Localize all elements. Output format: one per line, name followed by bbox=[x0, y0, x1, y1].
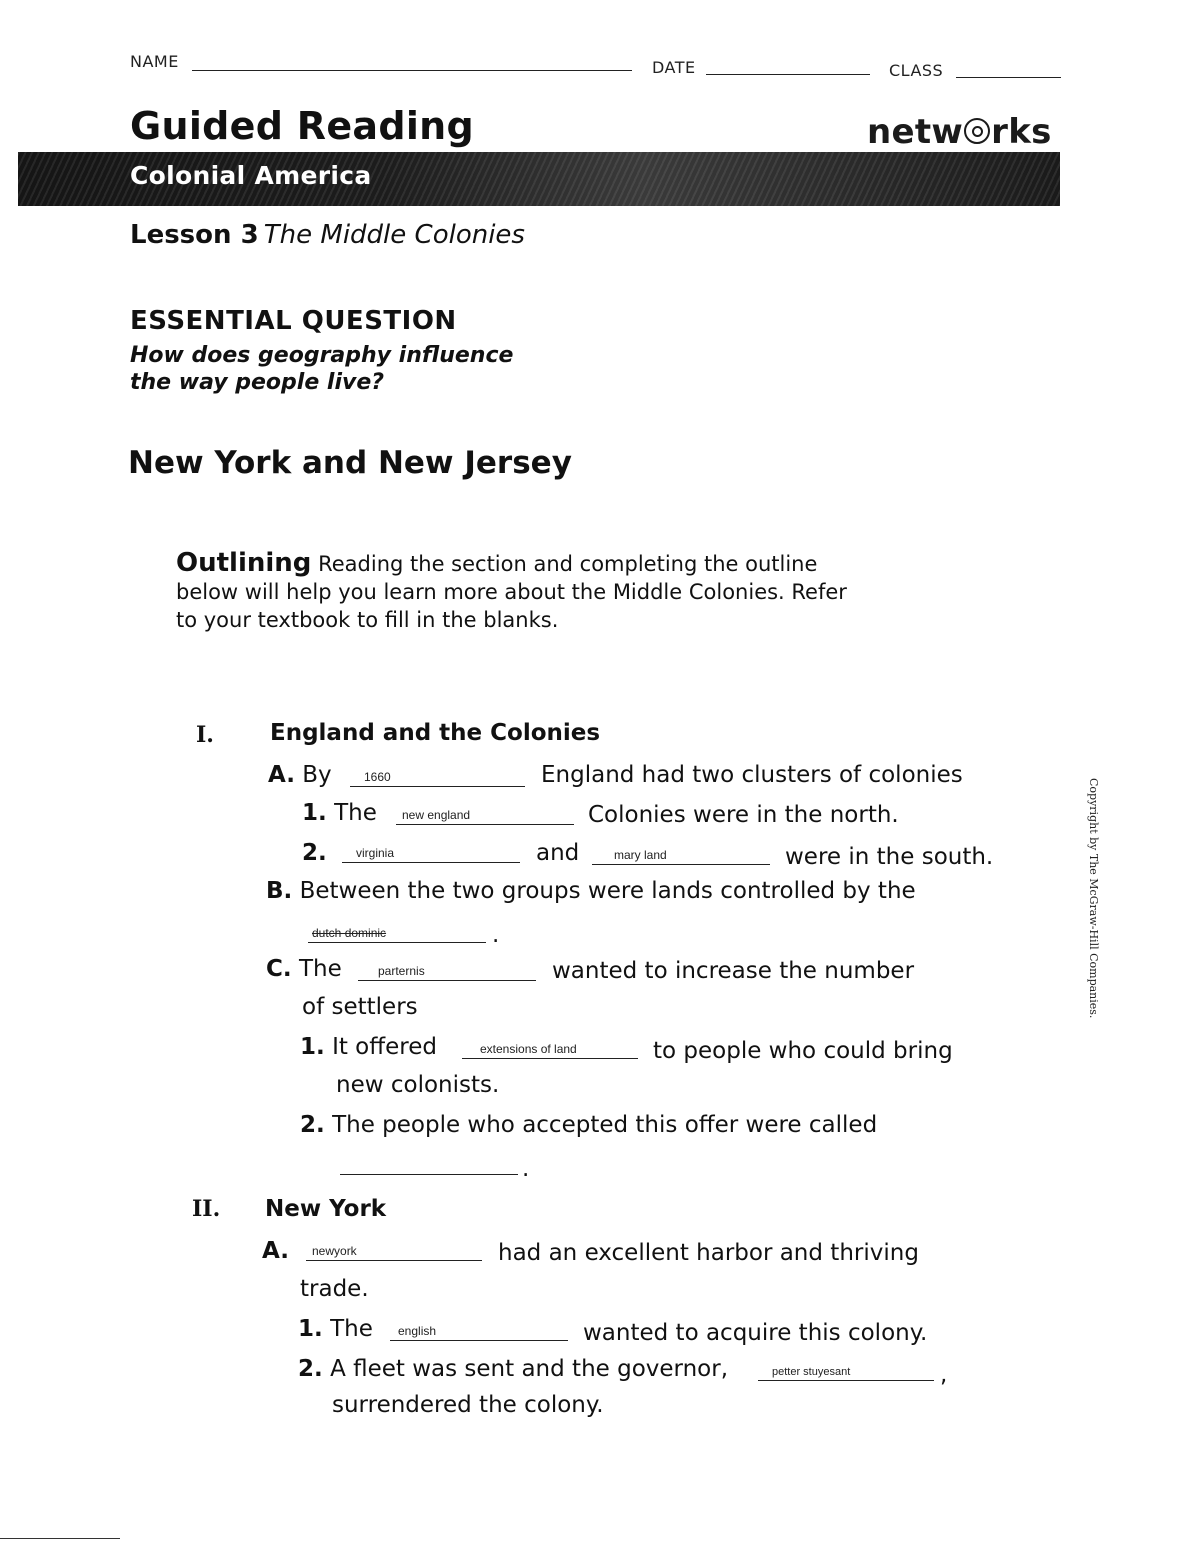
outlining-line-3: to your textbook to fill in the blanks. bbox=[176, 608, 559, 632]
item-marker: 1. bbox=[302, 800, 327, 826]
item-text: The bbox=[330, 1316, 373, 1342]
outline-text-i-b-end: . bbox=[492, 922, 500, 948]
outline-numeral-ii: II. bbox=[192, 1196, 221, 1222]
outline-text-i-a-end: England had two clusters of colonies bbox=[541, 762, 963, 788]
handwritten-answer: extensions of land bbox=[480, 1042, 577, 1056]
answer-blank-i-b[interactable] bbox=[308, 920, 486, 943]
item-text: The people who accepted this offer were called bbox=[332, 1112, 878, 1138]
page-title: Guided Reading bbox=[130, 104, 475, 148]
answer-blank-i-c[interactable] bbox=[358, 958, 536, 981]
outline-item-i-c bbox=[266, 956, 342, 982]
handwritten-answer: parternis bbox=[378, 964, 425, 978]
outline-heading-ii: New York bbox=[265, 1196, 387, 1222]
footer-rule bbox=[0, 1538, 120, 1539]
essential-question-line-2: the way people live? bbox=[130, 370, 385, 395]
item-marker: 2. bbox=[300, 1112, 325, 1138]
subject-banner bbox=[18, 152, 1060, 206]
date-label: DATE bbox=[652, 58, 696, 77]
networks-logo bbox=[867, 112, 1052, 152]
lesson-title: The Middle Colonies bbox=[263, 220, 525, 250]
name-label: NAME bbox=[130, 52, 179, 71]
outline-item-ii-a-2 bbox=[298, 1356, 728, 1382]
outline-item-i-a bbox=[268, 762, 332, 788]
item-marker: 2. bbox=[302, 840, 327, 866]
answer-blank-i-c-2[interactable] bbox=[340, 1152, 518, 1175]
item-text: Between the two groups were lands controlled by the bbox=[299, 878, 916, 904]
answer-blank-i-a-2-second[interactable] bbox=[592, 842, 770, 865]
item-text: By bbox=[302, 762, 332, 788]
lesson-number: Lesson 3 bbox=[130, 220, 259, 250]
answer-blank-i-a-1[interactable] bbox=[396, 802, 574, 825]
handwritten-answer: dutch dominic bbox=[312, 926, 387, 940]
date-field[interactable] bbox=[706, 74, 870, 75]
item-marker: A. bbox=[262, 1238, 289, 1264]
item-marker: 2. bbox=[298, 1356, 323, 1382]
handwritten-answer: newyork bbox=[312, 1244, 357, 1258]
outline-item-i-b bbox=[266, 878, 916, 904]
class-field[interactable] bbox=[956, 77, 1061, 78]
logo-text-end: rks bbox=[991, 112, 1052, 152]
outline-text-i-c-end: wanted to increase the number bbox=[552, 958, 915, 984]
copyright-notice: Copyright by The McGraw-Hill Companies. bbox=[1087, 778, 1100, 1019]
handwritten-answer: english bbox=[398, 1324, 437, 1338]
answer-blank-ii-a-2[interactable] bbox=[758, 1358, 934, 1381]
item-marker: 1. bbox=[300, 1034, 325, 1060]
handwritten-answer: petter stuyesant bbox=[772, 1366, 851, 1378]
handwritten-answer: virginia bbox=[356, 846, 395, 860]
item-marker: C. bbox=[266, 956, 292, 982]
outline-item-ii-a-marker bbox=[262, 1238, 289, 1264]
handwritten-answer: 1660 bbox=[364, 770, 391, 784]
handwritten-answer: mary land bbox=[614, 848, 667, 862]
answer-blank-i-a-2-first[interactable] bbox=[342, 840, 520, 863]
item-text: It offered bbox=[332, 1034, 437, 1060]
essential-question-heading: ESSENTIAL QUESTION bbox=[130, 306, 457, 336]
outline-heading-i: England and the Colonies bbox=[270, 720, 601, 746]
banner-title: Colonial America bbox=[130, 161, 372, 190]
handwritten-answer: new england bbox=[402, 808, 471, 822]
item-marker: B. bbox=[266, 878, 293, 904]
section-title: New York and New Jersey bbox=[128, 445, 572, 481]
outline-text-ii-a-2-line-2: surrendered the colony. bbox=[332, 1392, 604, 1418]
item-text: The bbox=[334, 800, 377, 826]
outlining-instructions bbox=[176, 549, 956, 634]
item-text: The bbox=[298, 956, 342, 982]
outline-text-i-c-line-2: of settlers bbox=[302, 994, 418, 1020]
outline-text-ii-a-line-2: trade. bbox=[300, 1276, 369, 1302]
outline-numeral-i: I. bbox=[196, 722, 214, 748]
logo-text-start: netw bbox=[867, 112, 964, 152]
name-field[interactable] bbox=[192, 70, 632, 71]
item-text: A fleet was sent and the governor, bbox=[330, 1356, 729, 1382]
lesson-heading bbox=[130, 220, 525, 250]
outline-text-i-c-2-end: . bbox=[522, 1156, 530, 1182]
outline-text-i-a-2-and: and bbox=[536, 840, 580, 866]
outline-item-i-a-2-marker bbox=[302, 840, 327, 866]
outline-text-ii-a-1-end: wanted to acquire this colony. bbox=[583, 1320, 928, 1346]
outline-item-i-c-1 bbox=[300, 1034, 437, 1060]
outline-item-i-a-1 bbox=[302, 800, 377, 826]
outline-text-i-a-1-end: Colonies were in the north. bbox=[588, 802, 899, 828]
outline-text-ii-a-2-comma: , bbox=[940, 1362, 948, 1388]
logo-o-icon bbox=[964, 118, 990, 144]
item-marker: A. bbox=[268, 762, 295, 788]
essential-question-line-1: How does geography influence bbox=[130, 343, 514, 368]
outlining-label: Outlining bbox=[176, 548, 312, 578]
answer-blank-ii-a-1[interactable] bbox=[390, 1318, 568, 1341]
outline-text-i-c-1-line-2: new colonists. bbox=[336, 1072, 500, 1098]
outlining-line-1: Reading the section and completing the outline bbox=[318, 552, 818, 576]
outlining-line-2: below will help you learn more about the Middle Colonies. Refer bbox=[176, 580, 847, 604]
answer-blank-ii-a[interactable] bbox=[306, 1238, 482, 1261]
essential-question bbox=[130, 342, 610, 396]
class-label: CLASS bbox=[889, 61, 944, 80]
outline-item-ii-a-1 bbox=[298, 1316, 373, 1342]
outline-text-ii-a-end: had an excellent harbor and thriving bbox=[498, 1240, 919, 1266]
item-marker: 1. bbox=[298, 1316, 323, 1342]
outline-text-i-a-2-end: were in the south. bbox=[785, 844, 994, 870]
answer-blank-i-c-1[interactable] bbox=[462, 1036, 638, 1059]
outline-item-i-c-2 bbox=[300, 1112, 877, 1138]
answer-blank-i-a[interactable] bbox=[350, 764, 525, 787]
outline-text-i-c-1-end: to people who could bring bbox=[653, 1038, 953, 1064]
